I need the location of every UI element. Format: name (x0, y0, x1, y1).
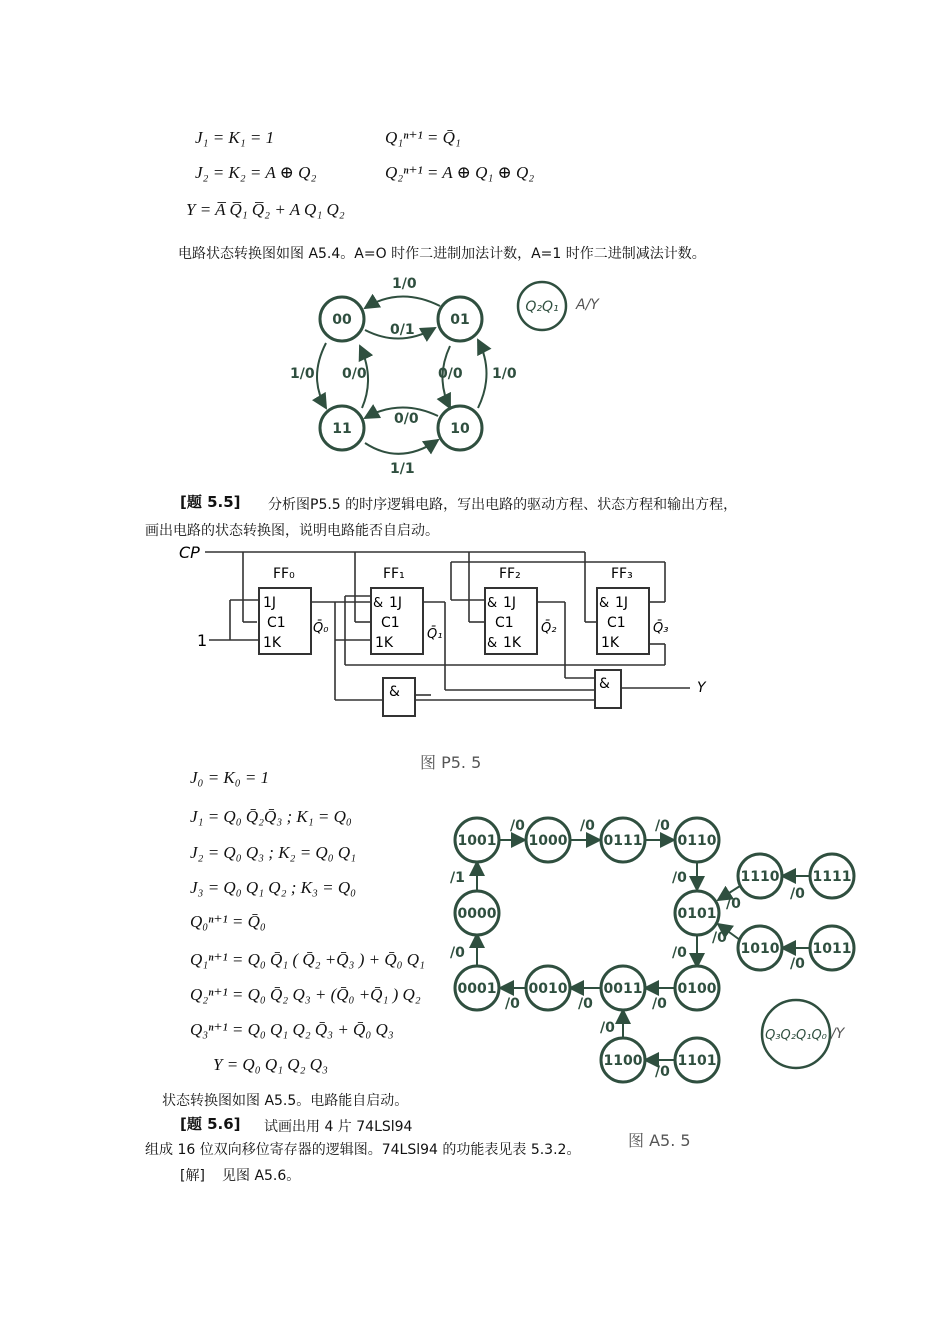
cp-label: CP (179, 543, 200, 562)
svg-text:1010: 1010 (740, 941, 780, 957)
svg-text:0101: 0101 (677, 906, 717, 922)
svg-text:/0: /0 (578, 996, 593, 1012)
svg-text:0001: 0001 (457, 981, 497, 997)
problem-label: [题 5.6] (180, 1115, 241, 1133)
output-y: Y (697, 680, 706, 696)
state-node (455, 891, 499, 935)
equation-q1-next: Q₁ⁿ⁺¹ = Q̄₁ (385, 128, 461, 147)
circuit-p55 (175, 540, 715, 775)
svg-text:1J: 1J (503, 595, 517, 611)
svg-text:11: 11 (332, 421, 352, 437)
equation-row: Y = Q₀ Q₁ Q₂ Q₃ (213, 1055, 328, 1074)
svg-text:C1: C1 (495, 615, 514, 631)
svg-text:/0: /0 (655, 1064, 670, 1080)
state-node (455, 966, 499, 1010)
equation-row: J₀ = K₀ = 1 (190, 768, 270, 787)
paragraph-a54: 电路状态转换图如图 A5.4。A=O 时作二进制加法计数，A=1 时作二进制减法计数。 (178, 246, 706, 262)
svg-text:/0: /0 (652, 996, 667, 1012)
state-node (320, 406, 364, 450)
equation-row: Q₀ⁿ⁺¹ = Q̄₀ (190, 912, 266, 931)
state-node (601, 818, 645, 862)
answer-text: 见图 A5.6。 (222, 1168, 301, 1184)
edge-label: 1/0 (290, 366, 315, 382)
svg-text:Q̄₂: Q̄₂ (541, 621, 557, 636)
svg-text:C1: C1 (607, 615, 626, 631)
svg-text:/0: /0 (655, 818, 670, 834)
svg-text:C1: C1 (267, 615, 286, 631)
svg-text:0100: 0100 (677, 981, 717, 997)
svg-text:1K: 1K (601, 635, 620, 651)
svg-text:1J: 1J (389, 595, 403, 611)
svg-text:Q̄₃: Q̄₃ (653, 621, 669, 636)
svg-text:/0: /0 (672, 945, 687, 961)
ff-label: FF₃ (611, 566, 633, 582)
edge-label: 0/1 (390, 322, 415, 338)
state-node (675, 966, 719, 1010)
edge-label: 0/0 (394, 411, 419, 427)
svg-text:1K: 1K (263, 635, 282, 651)
state-node (601, 1038, 645, 1082)
svg-text:0111: 0111 (603, 833, 643, 849)
equation-row: J₂ = Q₀ Q₃ ; K₂ = Q₀ Q₁ (190, 843, 357, 862)
svg-text:1110: 1110 (740, 869, 780, 885)
legend-io: A/Y (576, 297, 599, 313)
edge-label: 1/0 (492, 366, 517, 382)
svg-text:0011: 0011 (603, 981, 643, 997)
svg-text:/0: /0 (712, 930, 727, 946)
svg-text:/0: /0 (790, 956, 805, 972)
equation-j2k2: J₂ = K₂ = A ⊕ Q₂ (195, 163, 317, 182)
svg-text:Q̄₀: Q̄₀ (313, 621, 329, 636)
svg-text:1101: 1101 (677, 1053, 717, 1069)
svg-text:/0: /0 (790, 886, 805, 902)
equation-row: J₁ = Q₀ Q̄₂Q̄₃ ; K₁ = Q₀ (190, 807, 352, 826)
svg-text:/0: /0 (450, 945, 465, 961)
state-diagram-a54 (290, 268, 630, 488)
equation-row: J₃ = Q₀ Q₁ Q₂ ; K₃ = Q₀ (190, 878, 357, 897)
ff-label: FF₀ (273, 566, 295, 582)
svg-text:10: 10 (450, 421, 470, 437)
figure-caption: 图 A5. 5 (628, 1131, 691, 1150)
svg-text:1111: 1111 (812, 869, 852, 885)
svg-text:0110: 0110 (677, 833, 717, 849)
equation-row: Q₃ⁿ⁺¹ = Q₀ Q₁ Q₂ Q̄₃ + Q̄₀ Q₃ (190, 1020, 394, 1039)
svg-text:Q̄₁: Q̄₁ (427, 627, 443, 642)
svg-text:1J: 1J (263, 595, 277, 611)
state-diagram-a55 (440, 812, 870, 1152)
svg-text:1K: 1K (503, 635, 522, 651)
state-node (438, 406, 482, 450)
svg-text:/0: /0 (505, 996, 520, 1012)
state-node (675, 818, 719, 862)
state-node (738, 926, 782, 970)
state-node (438, 297, 482, 341)
problem-text-line2: 画出电路的状态转换图，说明电路能否自启动。 (145, 523, 439, 539)
svg-text:&: & (373, 596, 384, 611)
svg-text:1100: 1100 (603, 1053, 643, 1069)
state-node (810, 926, 854, 970)
edge-label: 1/0 (392, 276, 417, 292)
ff-label: FF₂ (499, 566, 521, 582)
svg-text:/0: /0 (580, 818, 595, 834)
svg-text:00: 00 (332, 312, 352, 328)
svg-text:0000: 0000 (457, 906, 497, 922)
svg-text:/0: /0 (672, 870, 687, 886)
legend-io: /Y (831, 1026, 845, 1042)
equation-y: Y = A̅ Q̅₁ Q̅₂ + A Q₁ Q₂ (186, 200, 345, 219)
state-node (675, 1038, 719, 1082)
svg-text:/0: /0 (600, 1020, 615, 1036)
state-node (738, 854, 782, 898)
svg-text:&: & (487, 636, 498, 651)
ff-label: FF₁ (383, 566, 405, 582)
state-node (675, 891, 719, 935)
svg-text:/1: /1 (450, 870, 465, 886)
svg-text:1001: 1001 (457, 833, 497, 849)
figure-caption: 图 P5. 5 (420, 753, 482, 772)
state-node (810, 854, 854, 898)
equation-row: Q₂ⁿ⁺¹ = Q₀ Q̄₂ Q₃ + (Q̄₀ +Q̄₁ ) Q₂ (190, 985, 421, 1004)
svg-text:01: 01 (450, 312, 470, 328)
input-one: 1 (197, 631, 208, 650)
svg-text:&: & (487, 596, 498, 611)
edge-label: 0/0 (438, 366, 463, 382)
answer-label: [解] (180, 1168, 205, 1184)
svg-text:1011: 1011 (812, 941, 852, 957)
and-gate: & (389, 684, 400, 700)
svg-text:1000: 1000 (528, 833, 568, 849)
svg-text:/0: /0 (510, 818, 525, 834)
svg-text:1K: 1K (375, 635, 394, 651)
svg-text:C1: C1 (381, 615, 400, 631)
equation-j1k1: J₁ = K₁ = 1 (195, 128, 275, 147)
equation-row: Q₁ⁿ⁺¹ = Q₀ Q̄₁ ( Q̄₂ +Q̄₃ ) + Q̄₀ Q₁ (190, 950, 425, 969)
edge-label: 0/0 (342, 366, 367, 382)
equation-q2-next: Q₂ⁿ⁺¹ = A ⊕ Q₁ ⊕ Q₂ (385, 163, 535, 182)
svg-text:&: & (599, 596, 610, 611)
state-node (320, 297, 364, 341)
state-node (526, 818, 570, 862)
and-gate: & (599, 676, 610, 692)
problem-text-line1: 试画出用 4 片 74LSl94 (264, 1119, 413, 1135)
problem-text-line2: 组成 16 位双向移位寄存器的逻辑图。74LSl94 的功能表见表 5.3.2。 (145, 1142, 581, 1158)
svg-text:1J: 1J (615, 595, 629, 611)
paragraph-a55: 状态转换图如图 A5.5。电路能自启动。 (162, 1093, 409, 1109)
svg-text:0010: 0010 (528, 981, 568, 997)
problem-text-line1: 分析图P5.5 的时序逻辑电路，写出电路的驱动方程、状态方程和输出方程， (268, 497, 738, 513)
legend-label: Q₃Q₂Q₁Q₀ (765, 1028, 827, 1043)
problem-label: [题 5.5] (180, 493, 241, 511)
legend-label: Q₂Q₁ (525, 299, 559, 315)
state-node (601, 966, 645, 1010)
state-node (526, 966, 570, 1010)
edge-label: 1/1 (390, 461, 415, 477)
state-node (455, 818, 499, 862)
svg-text:/0: /0 (726, 896, 741, 912)
